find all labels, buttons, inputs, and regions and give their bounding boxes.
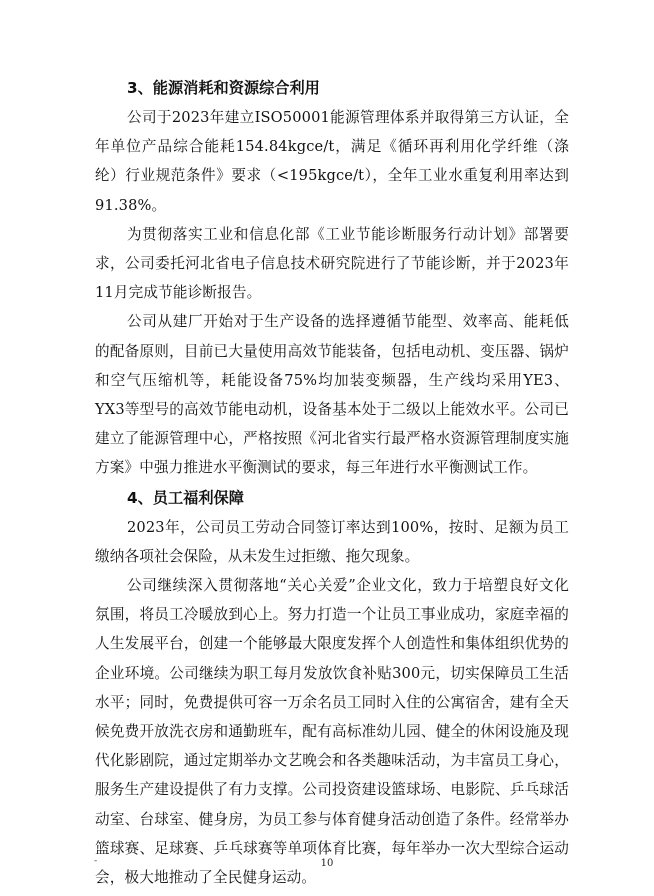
paragraph: 公司继续深入贯彻落地“关心关爱”企业文化，致力于培塑良好文化氛围，将员工冷暖放到心上。努力打造一个让员工事业成功，家庭幸福的人生发展平台，创建一个能够最大限度发挥个人创造性和集体组织优势的企业环境。公司继续为职工每月发放饮食补贴300元，切实保障员工生活水平；同时，免费提供可容一万余名员工同时入住的公寓宿舍，建有全天候免费开放洗衣房和通勤班车，配有高标准幼儿园、健全的休闲设施及现代化影剧院，通过定期举办文艺晚会和各类趣味活动，为丰富员工身心，服务生产建设提供了有力支撑。公司投资建设篮球场、电影院、乒乓球活动室、台球室、健身房，为员工参与体育健身活动创造了条件。经常举办篮球赛、足球赛、乒乓球赛等单项体育比赛，每年举办一次大型综合运动会，极大地推动了全民健身运动。	[95, 577, 569, 887]
page-number: 10	[320, 858, 334, 869]
section-heading: 4、员工福利保障	[127, 488, 244, 507]
section-heading: 3、能源消耗和资源综合利用	[127, 79, 320, 97]
footer-mark: -	[94, 856, 98, 866]
section-employee-welfare	[95, 483, 569, 893]
paragraph: 为贯彻落实工业和信息化部《工业节能诊断服务行动计划》部署要求，公司委托河北省电子信息技术研究院进行了节能诊断，并于2023年11月完成节能诊断报告。	[95, 225, 569, 302]
paragraph: 公司从建厂开始对于生产设备的选择遵循节能型、效率高、能耗低的配备原则，目前已大量使用高效节能装备，包括电动机、变压器、锅炉和空气压缩机等，耗能设备75%均加装变频器，生产线均采用YE3、YX3等型号的高效节能电动机，设备基本处于二级以上能效水平。公司已建立了能源管理中心，严格按照《河北省实行最严格水资源管理制度实施方案》中强力推进水平衡测试的要求，每三年进行水平衡测试工作。	[95, 313, 569, 477]
paragraph: 公司于2023年建立ISO50001能源管理体系并取得第三方认证，全年单位产品综合能耗154.84kgce/t，满足《循环再利用化学纤维（涤纶）行业规范条件》要求（<195kgce/t），全年工业水重复利用率达到91.38%。	[95, 109, 569, 214]
page-body	[95, 73, 569, 892]
paragraph: 2023年，公司员工劳动合同签订率达到100%，按时、足额为员工缴纳各项社会保险，从未发生过拒缴、拖欠现象。	[95, 518, 569, 565]
section-energy	[95, 73, 569, 483]
